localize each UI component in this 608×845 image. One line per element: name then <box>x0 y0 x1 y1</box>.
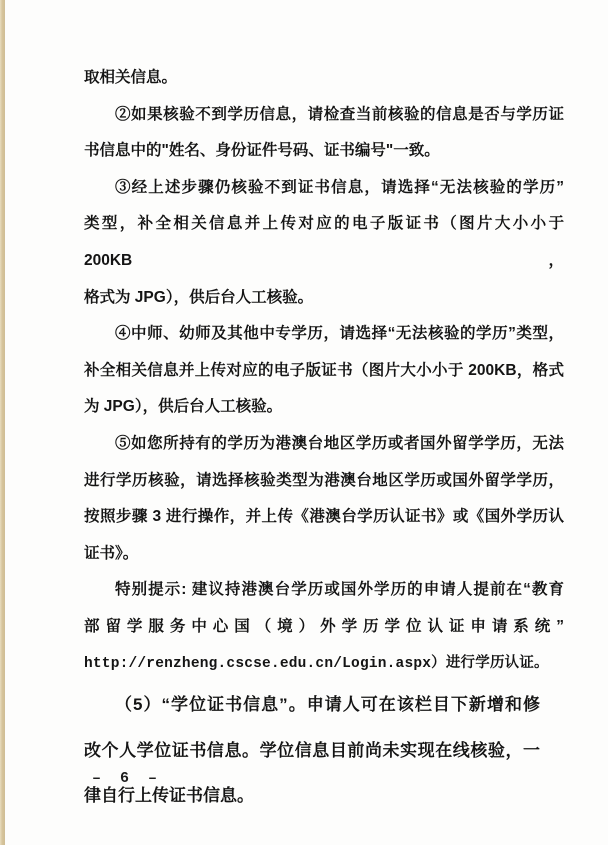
text-line-15: 部留学服务中心国（境）外学历学位认证申请系统” <box>84 617 564 635</box>
scan-edge-stripe <box>0 0 5 845</box>
page-number: – 6 – <box>92 770 163 787</box>
text-line-19: 律自行上传证书信息。 <box>84 786 254 806</box>
text-line-17: （5）“学位证书信息”。申请人可在该栏目下新增和修 <box>115 695 540 715</box>
document-body <box>84 0 564 819</box>
text-line-18: 改个人学位证书信息。学位信息目前尚未实现在线核验，一 <box>84 740 540 760</box>
text-line-13: 证书》。 <box>84 544 139 562</box>
text-line-09: 为 JPG），供后台人工核验。 <box>84 398 283 416</box>
text-line-10: ⑤如您所持有的学历为港澳台地区学历或者国外留学学历，无法 <box>115 434 564 452</box>
text-line-07: ④中师、幼师及其他中专学历，请选择“无法核验的学历”类型， <box>115 325 564 343</box>
text-line-14: 特别提示: 建议持港澳台学历或国外学历的申请人提前在“教育 <box>115 581 564 599</box>
text-line-05: 类型，补全相关信息并上传对应的电子版证书（图片大小小于 200KB， <box>84 215 564 269</box>
text-line-16-url: http://renzheng.cscse.edu.cn/Login.aspx）进行学历认证。 <box>84 655 549 672</box>
text-line-01: 取相关信息。 <box>84 69 178 86</box>
text-line-12: 按照步骤 3 进行操作，并上传《港澳台学历认证书》或《国外学历认 <box>84 508 564 526</box>
text-line-04: ③经上述步骤仍核验不到证书信息，请选择“无法核验的学历” <box>115 178 564 196</box>
text-line-02: ②如果核验不到学历信息，请检查当前核验的信息是否与学历证 <box>115 105 564 123</box>
text-line-11: 进行学历核验，请选择核验类型为港澳台地区学历或国外留学学历， <box>84 471 564 489</box>
text-line-03: 书信息中的"姓名、身份证件号码、证书编号"一致。 <box>84 142 440 160</box>
text-line-06: 格式为 JPG），供后台人工核验。 <box>84 288 314 306</box>
text-line-08: 补全相关信息并上传对应的电子版证书（图片大小小于 200KB，格式 <box>84 361 564 379</box>
